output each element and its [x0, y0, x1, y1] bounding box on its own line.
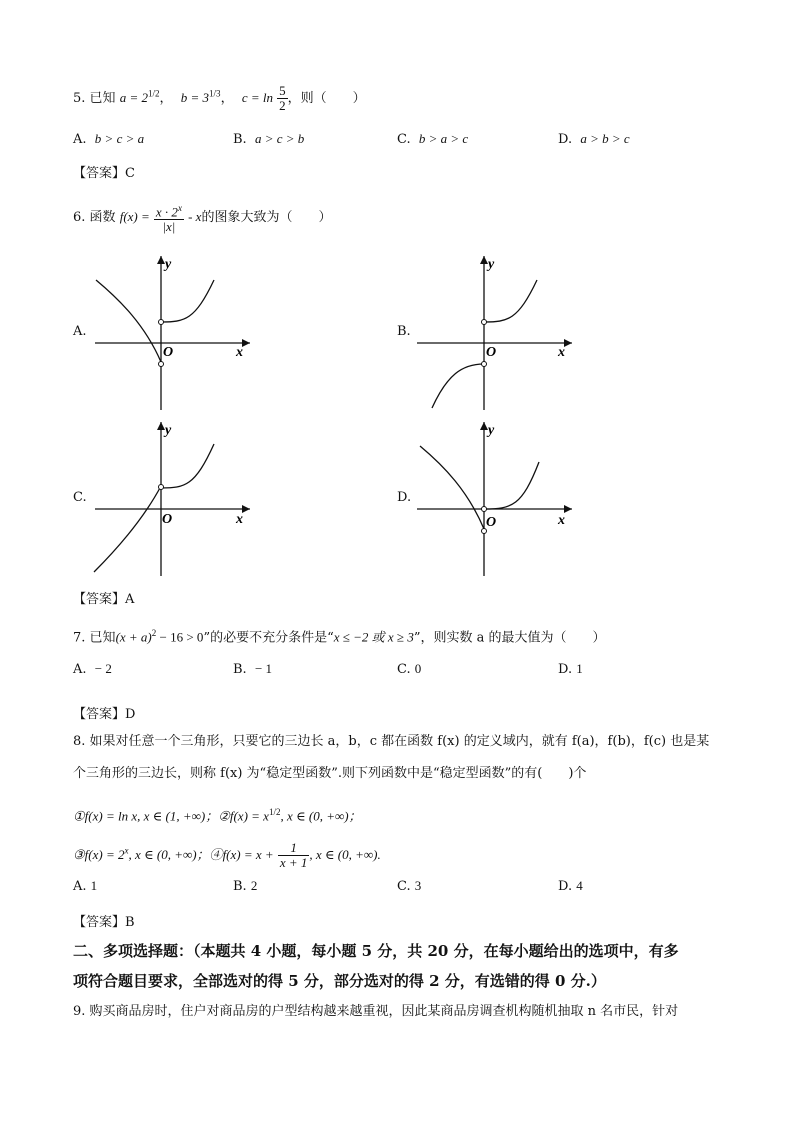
svg-text:O: O — [486, 515, 497, 530]
q8-functions-1-2: ①f(x) = ln x, x ∈ (1, +∞)；②f(x) = $x^{1/2}$, x ∈ (0, +∞)； — [73, 807, 362, 824]
q6-fraction: $\frac{x \cdot 2^x}{|x|}$ — [155, 203, 182, 235]
svg-text:x: x — [558, 345, 565, 360]
q8-option-c: C. 3 — [397, 878, 422, 894]
q6-graph-a — [90, 250, 260, 415]
q7-option-c: C. 0 — [397, 661, 422, 677]
q6-graph-a-label: A. — [73, 324, 87, 339]
q8-functions-3-4: ③f(x) = $2^x$, x ∈ (0, +∞)；④f(x) = x + $\frac{1}{x + 1}$ , x ∈ (0, +∞). — [73, 840, 381, 870]
q6-answer: 【答案】A — [73, 592, 135, 607]
q5-c-fraction: $\frac{5}{2}$ — [279, 83, 286, 113]
section-2-heading-line2: 项符合题目要求，全部选对的得 5 分，部分选对的得 2 分，有选错的得 0 分.） — [73, 972, 606, 990]
q8-option-d: D. 4 — [558, 878, 583, 894]
q6-graph-b — [412, 250, 582, 415]
q8-option-b: B. 2 — [233, 878, 258, 894]
svg-text:y: y — [165, 423, 172, 438]
q7-option-a: A. − 2 — [73, 661, 112, 677]
svg-text:O: O — [162, 512, 173, 527]
q5-answer: 【答案】C — [73, 166, 135, 181]
q6-graph-d — [412, 416, 582, 581]
q9-stem: 9. 购买商品房时，住户对商品房的户型结构越来越重视，因此某商品房调查机构随机抽取 n 名市民，针对 — [73, 1004, 679, 1019]
svg-text:x: x — [236, 512, 243, 527]
y-axis-label: y — [165, 257, 172, 272]
q8-stem-line2: 个三角形的三边长，则称 f(x) 为“稳定型函数”.则下列函数中是“稳定型函数”的有( )个 — [73, 766, 587, 781]
q6-graph-d-label: D. — [397, 490, 412, 505]
q6-graph-c — [90, 416, 260, 581]
x-axis-label: x — [236, 345, 243, 360]
q6-graph-c-label: C. — [73, 490, 87, 505]
q8-answer: 【答案】B — [73, 915, 135, 930]
q7-answer: 【答案】D — [73, 707, 136, 722]
q6-stem: 6. 函数 f(x) = $\frac{x \cdot 2^x}{|x|}$ - x的图象大致为（ ） — [73, 203, 332, 235]
q7-stem: 7. 已知$(x + a)^2 - 16 > 0$”的必要不充分条件是“x ≤ −2 或 x ≥ 3”，则实数 a 的最大值为（ ） — [73, 628, 606, 646]
q5-option-c: C. b > a > c — [397, 131, 469, 147]
q7-option-b: B. − 1 — [233, 661, 273, 677]
q8-f4-fraction: $\frac{1}{x + 1}$ — [279, 840, 308, 870]
q7-option-d: D. 1 — [558, 661, 583, 677]
svg-text:x: x — [558, 513, 565, 528]
q5-option-a: A. b > c > a — [73, 131, 145, 147]
q5-option-b: B. a > c > b — [233, 131, 305, 147]
q5-stem: 5. 已知 $a = 2^{1/2}$， $b = 3^{1/3}$， c = ln $\frac{5}{2}$ ，则（ ） — [73, 83, 366, 113]
q8-option-a: A. 1 — [73, 878, 98, 894]
q5-option-d: D. a > b > c — [558, 131, 630, 147]
q8-stem-line1: 8. 如果对任意一个三角形，只要它的三边长 a，b，c 都在函数 f(x) 的定义域内，就有 f(a)，f(b)，f(c) 也是某 — [73, 734, 710, 749]
svg-text:y: y — [488, 423, 495, 438]
origin-label: O — [163, 345, 174, 360]
svg-text:O: O — [486, 345, 497, 360]
q6-graph-b-label: B. — [397, 324, 411, 339]
section-2-heading-line1: 二、多项选择题：（本题共 4 小题，每小题 5 分，共 20 分，在每小题给出的选项中，有多 — [73, 942, 679, 960]
svg-text:y: y — [488, 257, 495, 272]
